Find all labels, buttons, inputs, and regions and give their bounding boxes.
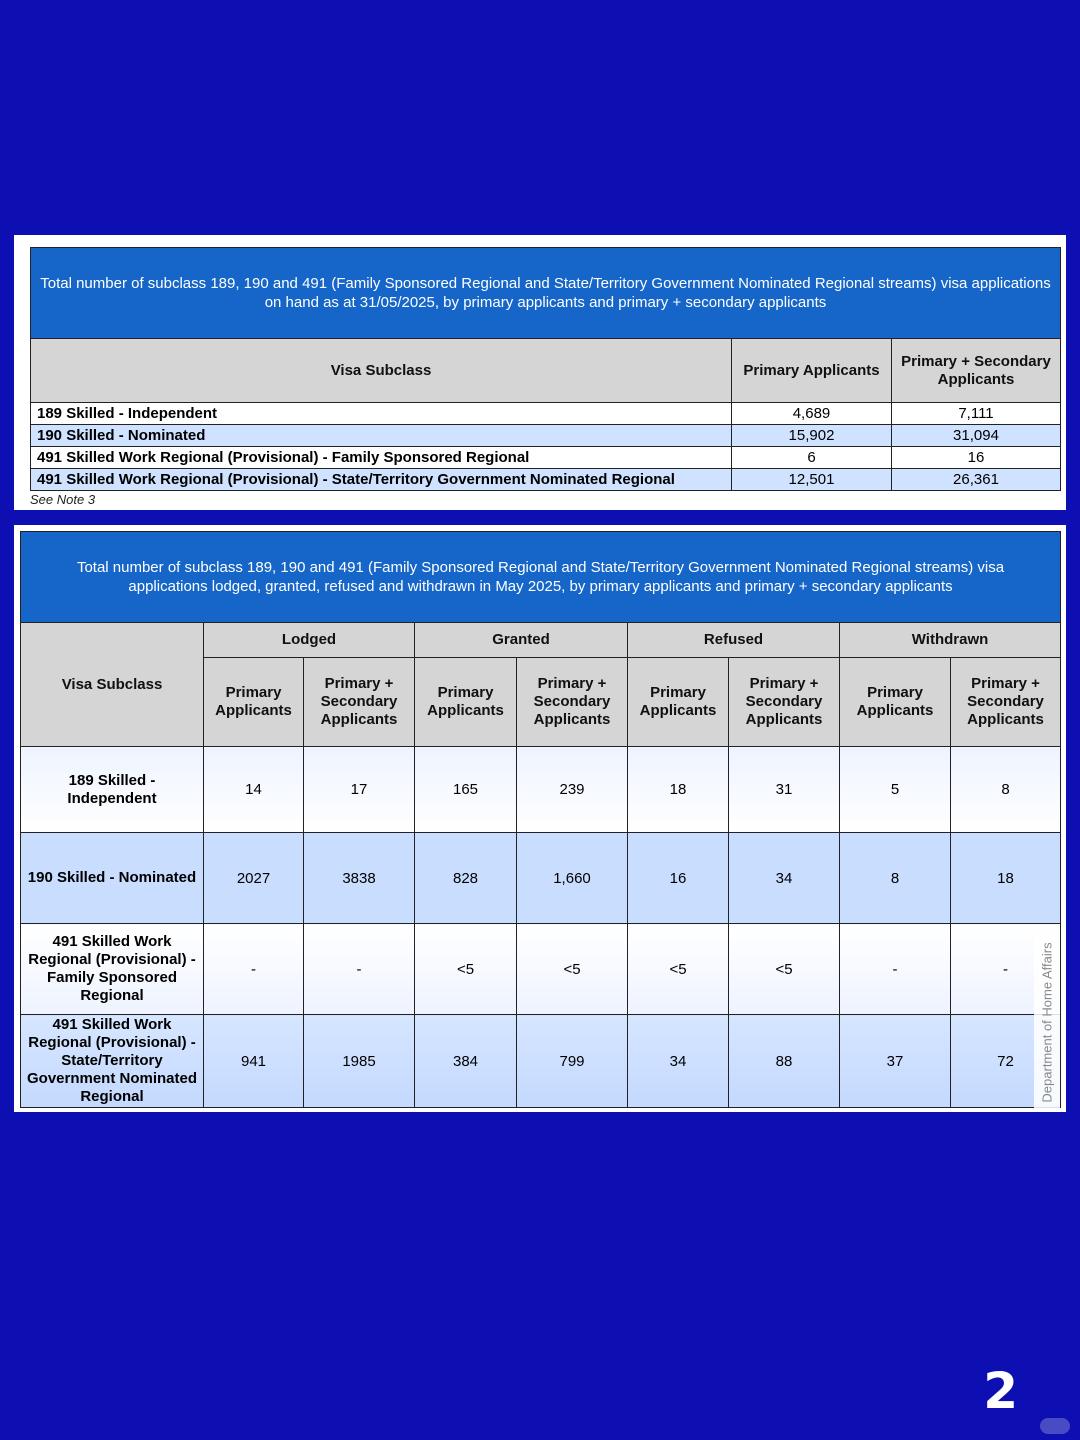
monthly-table [20,531,1061,1108]
watermark-text: Department of Home Affairs [1039,942,1055,1103]
cell-primary: 15,902 [732,425,892,447]
header-primary-secondary: Primary + Secondary Applicants [892,339,1061,403]
cell-primary-secondary: 7,111 [892,403,1061,425]
cell-withdrawn-primary-secondary: 8 [951,747,1061,833]
header-primary: Primary Applicants [204,658,304,747]
on-hand-panel [14,235,1066,510]
cell-refused-primary-secondary: 31 [729,747,840,833]
table-row [21,833,1061,924]
cell-primary-secondary: 26,361 [892,469,1061,491]
cell-granted-primary-secondary: 799 [517,1015,628,1108]
header-visa-subclass: Visa Subclass [21,623,204,747]
cell-refused-primary-secondary: 34 [729,833,840,924]
header-primary: Primary Applicants [732,339,892,403]
cell-granted-primary-secondary: 1,660 [517,833,628,924]
cell-primary: 6 [732,447,892,469]
cell-lodged-primary-secondary: 17 [304,747,415,833]
row-label: 491 Skilled Work Regional (Provisional) - State/Territory Government Nominated Regional [21,1015,204,1108]
on-hand-table-title: Total number of subclass 189, 190 and 491 (Family Sponsored Regional and State/Territory Government Nominated Regional streams) visa applications on hand as at 31/05/2025, by primary applicants and primary + secondary applicants [31,248,1061,339]
header-primary: Primary Applicants [415,658,517,747]
cell-refused-primary: <5 [628,924,729,1015]
table-row [21,1015,1061,1108]
page-number: 2 [983,1362,1018,1420]
cell-primary-secondary: 31,094 [892,425,1061,447]
cell-withdrawn-primary: - [840,924,951,1015]
cell-withdrawn-primary: 5 [840,747,951,833]
row-label: 491 Skilled Work Regional (Provisional) - State/Territory Government Nominated Regional [31,469,732,491]
header-primary-secondary: Primary + Secondary Applicants [729,658,840,747]
cell-refused-primary-secondary: 88 [729,1015,840,1108]
cell-lodged-primary: - [204,924,304,1015]
cell-withdrawn-primary-secondary: 72 [951,1015,1061,1108]
row-label: 190 Skilled - Nominated [21,833,204,924]
cell-lodged-primary: 2027 [204,833,304,924]
header-primary: Primary Applicants [840,658,951,747]
cell-withdrawn-primary-secondary: 18 [951,833,1061,924]
on-hand-table [30,247,1061,491]
header-granted: Granted [415,623,628,658]
cell-granted-primary-secondary: <5 [517,924,628,1015]
cell-granted-primary: 165 [415,747,517,833]
cell-refused-primary: 34 [628,1015,729,1108]
footnote: See Note 3 [30,492,96,507]
watermark [1034,935,1060,1110]
cell-refused-primary: 16 [628,833,729,924]
header-primary-secondary: Primary + Secondary Applicants [517,658,628,747]
header-lodged: Lodged [204,623,415,658]
header-refused: Refused [628,623,840,658]
header-primary-secondary: Primary + Secondary Applicants [304,658,415,747]
row-label: 189 Skilled - Independent [31,403,732,425]
row-label: 190 Skilled - Nominated [31,425,732,447]
monthly-table-title: Total number of subclass 189, 190 and 491 (Family Sponsored Regional and State/Territory Government Nominated Regional streams) visa applications lodged, granted, refused and withdrawn in May 2025, by primary applicants and primary + secondary applicants [21,532,1061,623]
cell-refused-primary: 18 [628,747,729,833]
row-label: 491 Skilled Work Regional (Provisional) - Family Sponsored Regional [21,924,204,1015]
row-label: 491 Skilled Work Regional (Provisional) - Family Sponsored Regional [31,447,732,469]
cell-lodged-primary-secondary: 3838 [304,833,415,924]
app-badge [1040,1418,1070,1434]
cell-withdrawn-primary-secondary: - [951,924,1061,1015]
cell-primary-secondary: 16 [892,447,1061,469]
cell-granted-primary-secondary: 239 [517,747,628,833]
cell-primary: 4,689 [732,403,892,425]
table-row [31,403,1061,425]
cell-withdrawn-primary: 37 [840,1015,951,1108]
table-row [31,425,1061,447]
table-row [31,469,1061,491]
cell-granted-primary: 828 [415,833,517,924]
monthly-panel [14,525,1066,1112]
table-row [21,924,1061,1015]
cell-granted-primary: 384 [415,1015,517,1108]
cell-primary: 12,501 [732,469,892,491]
cell-refused-primary-secondary: <5 [729,924,840,1015]
header-primary: Primary Applicants [628,658,729,747]
cell-granted-primary: <5 [415,924,517,1015]
table-row [31,447,1061,469]
header-primary-secondary: Primary + Secondary Applicants [951,658,1061,747]
cell-withdrawn-primary: 8 [840,833,951,924]
cell-lodged-primary: 941 [204,1015,304,1108]
cell-lodged-primary: 14 [204,747,304,833]
cell-lodged-primary-secondary: 1985 [304,1015,415,1108]
table-row [21,747,1061,833]
cell-lodged-primary-secondary: - [304,924,415,1015]
row-label: 189 Skilled - Independent [21,747,204,833]
header-visa-subclass: Visa Subclass [31,339,732,403]
header-withdrawn: Withdrawn [840,623,1061,658]
